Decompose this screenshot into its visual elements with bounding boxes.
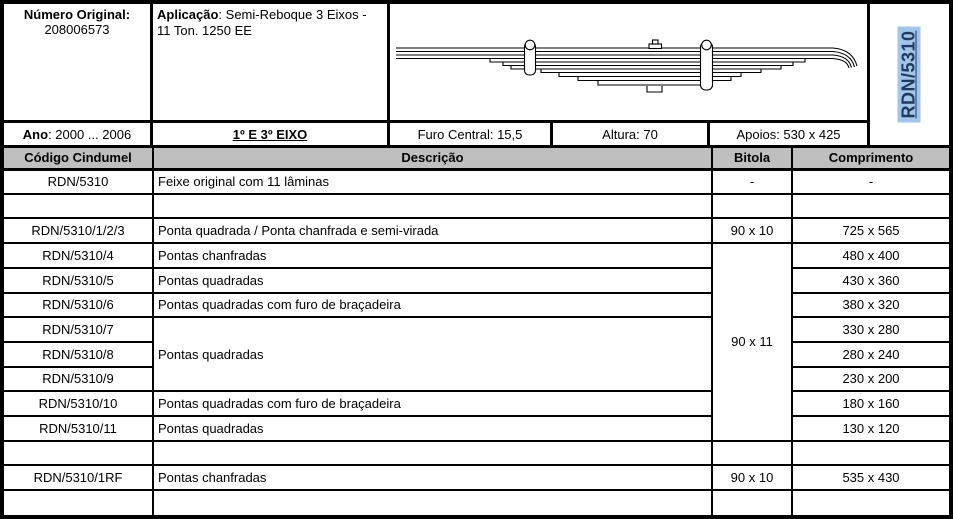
code-cell: RDN/5310/7 — [4, 317, 153, 342]
comprimento-cell: 330 x 280 — [792, 317, 949, 342]
description-cell-merged: Pontas quadradas — [153, 317, 712, 391]
comprimento-cell: 280 x 240 — [792, 342, 949, 367]
apoios-cell — [710, 123, 870, 148]
table-row — [4, 465, 949, 490]
comprimento-cell: 230 x 200 — [792, 367, 949, 392]
table-header-row — [4, 148, 949, 169]
part-code-tab — [870, 4, 949, 148]
comprimento-cell: 130 x 120 — [792, 416, 949, 441]
comprimento-cell — [792, 441, 949, 466]
description-cell: Pontas chanfradas — [153, 465, 712, 490]
header-bitola: Bitola — [712, 148, 792, 169]
table-row — [4, 243, 949, 268]
part-code-vertical-label: RDN/5310 — [898, 26, 921, 122]
description-cell: Pontas chanfradas — [153, 243, 712, 268]
code-cell: RDN/5310/1/2/3 — [4, 218, 153, 243]
comprimento-cell: 180 x 160 — [792, 391, 949, 416]
comprimento-cell: 480 x 400 — [792, 243, 949, 268]
description-cell: Feixe original com 11 lâminas — [153, 169, 712, 194]
ano-value: : 2000 ... 2006 — [48, 126, 132, 142]
description-cell — [153, 441, 712, 466]
description-cell: Pontas quadradas com furo de braçadeira — [153, 391, 712, 416]
description-cell: Pontas quadradas — [153, 268, 712, 293]
table-row — [4, 169, 949, 194]
comprimento-cell — [792, 490, 949, 515]
table-row — [4, 317, 949, 342]
code-cell: RDN/5310/5 — [4, 268, 153, 293]
description-cell — [153, 194, 712, 219]
table-row-empty — [4, 490, 949, 515]
parts-table — [4, 148, 949, 515]
comprimento-cell — [792, 194, 949, 219]
table-row-empty — [4, 441, 949, 466]
comprimento-cell: 725 x 565 — [792, 218, 949, 243]
description-cell: Ponta quadrada / Ponta chanfrada e semi-virada — [153, 218, 712, 243]
description-cell: Pontas quadradas — [153, 416, 712, 441]
bitola-cell: 90 x 10 — [712, 465, 792, 490]
header-comprimento: Comprimento — [792, 148, 949, 169]
table-row — [4, 293, 949, 318]
bitola-cell: 90 x 10 — [712, 218, 792, 243]
aplicacao-label: Aplicação — [157, 7, 219, 22]
header-codigo-cindumel: Código Cindumel — [4, 148, 153, 169]
furo-central-cell — [390, 123, 553, 148]
bitola-cell: - — [712, 169, 792, 194]
header-section — [4, 4, 949, 148]
code-cell: RDN/5310/10 — [4, 391, 153, 416]
description-cell — [153, 490, 712, 515]
table-row-empty — [4, 194, 949, 219]
aplicacao-cell — [153, 4, 390, 123]
code-cell — [4, 194, 153, 219]
table-row — [4, 391, 949, 416]
aplicacao-value: : Semi-Reboque 3 Eixos - 11 Ton. 1250 EE — [157, 7, 367, 39]
leaf-spring-diagram — [390, 4, 867, 120]
table-row — [4, 218, 949, 243]
ano-label: Ano — [22, 126, 49, 142]
comprimento-cell: 430 x 360 — [792, 268, 949, 293]
code-cell: RDN/5310 — [4, 169, 153, 194]
comprimento-cell: 380 x 320 — [792, 293, 949, 318]
numero-original-label: Número Original: — [23, 7, 131, 22]
code-cell: RDN/5310/9 — [4, 367, 153, 392]
description-cell: Pontas quadradas com furo de braçadeira — [153, 293, 712, 318]
code-cell: RDN/5310/4 — [4, 243, 153, 268]
bitola-cell — [712, 490, 792, 515]
eixo-cell — [153, 123, 390, 148]
code-cell — [4, 441, 153, 466]
bitola-cell-merged: 90 x 11 — [712, 243, 792, 441]
comprimento-cell: - — [792, 169, 949, 194]
code-cell: RDN/5310/11 — [4, 416, 153, 441]
numero-original-cell — [4, 4, 153, 123]
comprimento-cell: 535 x 430 — [792, 465, 949, 490]
code-cell — [4, 490, 153, 515]
code-cell: RDN/5310/8 — [4, 342, 153, 367]
apoios-value: Apoios: 530 x 425 — [736, 126, 841, 142]
eixo-value: 1º E 3º EIXO — [232, 126, 308, 142]
table-row — [4, 268, 949, 293]
code-cell: RDN/5310/6 — [4, 293, 153, 318]
altura-cell — [553, 123, 710, 148]
leaf-spring-diagram-cell — [390, 4, 870, 123]
altura-value: Altura: 70 — [602, 126, 658, 142]
bitola-cell — [712, 194, 792, 219]
header-descricao: Descrição — [153, 148, 712, 169]
bitola-cell — [712, 441, 792, 466]
ano-cell — [4, 123, 153, 148]
numero-original-value: 208006573 — [44, 22, 110, 37]
table-row — [4, 416, 949, 441]
furo-central-value: Furo Central: 15,5 — [417, 126, 523, 142]
code-cell: RDN/5310/1RF — [4, 465, 153, 490]
